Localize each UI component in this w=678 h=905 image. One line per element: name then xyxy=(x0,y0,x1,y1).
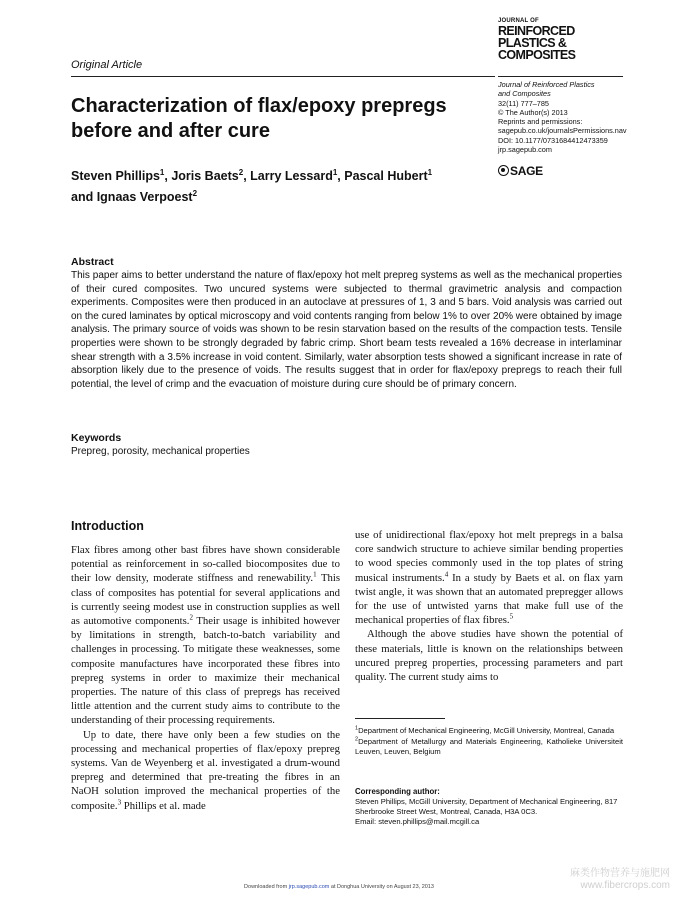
body-column-right xyxy=(355,528,623,684)
footer-link[interactable]: jrp.sagepub.com xyxy=(288,884,330,890)
sage-logo xyxy=(498,164,543,178)
body-paragraph: use of unidirectional flax/epoxy hot melt prepregs in a balsa core sandwich structure to achieve similar bending properties to wood species commonly used in the top plates of string musical instruments.$^4$ In a study by Baets et al. on flax yarn twist angle, it was shown that an automated prepregger allows for the use of untwisted yarns that make full use of the mechanical properties of flax fibres.$^5$ xyxy=(355,529,623,627)
journal-logo-line: COMPOSITES xyxy=(498,48,576,62)
author-affiliation-mark: 1 xyxy=(427,168,433,177)
author-name: Pascal Hubert xyxy=(344,169,428,184)
affiliation-footnote: $^2$Department of Metallurgy and Materials Engineering, Katholieke Universiteit Leuven, Leuven, Belgium xyxy=(355,736,623,756)
permissions-link[interactable]: sagepub.co.uk/journalsPermissions.nav xyxy=(498,126,627,136)
citation-mark: 2 xyxy=(189,613,193,622)
citation-mark: 3 xyxy=(117,798,122,807)
corresponding-address: Steven Phillips, McGill University, Department of Mechanical Engineering, 817 Sherbrooke Street West, Montreal, Canada, H3A 0C3. xyxy=(355,797,618,816)
body-paragraph: Up to date, there have only been a few studies on the processing and mechanical properties of flax/epoxy prepreg systems. Van de Weyenberg et al. investigated a drum-wound prepreg and determined that pre-treating the fibres in an NaOH solution improved the mechanical properties of the composite.$^3$ Phillips et al. made xyxy=(71,728,340,812)
abstract-text: This paper aims to better understand the nature of flax/epoxy hot melt prepreg systems as well as the mechanical properties of their cured composites. Two uncured systems were subjected to thermal gravimetric analysis and compaction experiments. Composites were then produced in an autoclave at pressures of 1, 3 and 5 bars. Void analysis was carried out on the cured laminates by optical microscopy and void contents ranging from below 1% to over 20% were obtained by image analysis. The primary source of voids was shown to be resin starvation based on the results of the compaction tests. Tensile properties were shown to be strongly degraded by fabric crimp. Short beam tests revealed a 16% decrease in interlaminar shear strength with a 3.5% increase in void content. Similarly, water absorption tests showed a significant increase in rate of absorption likely due to the presence of voids. The results suggest that in order for flax/epoxy prepregs to reach their full potential, the level of crimp and the evacuation of moisture during cure should be of primary concern. xyxy=(71,270,622,390)
doi-link[interactable]: DOI: 10.1177/0731684412473359 xyxy=(498,135,608,145)
body-column-left xyxy=(71,543,340,813)
article-type: Original Article xyxy=(71,59,143,71)
author-affiliation-mark: 2 xyxy=(238,168,244,177)
author-affiliation-mark: 1 xyxy=(159,168,165,177)
affiliation-footnotes xyxy=(355,726,623,758)
journal-info-line: Journal of Reinforced Plastics xyxy=(498,80,595,89)
watermark-line: www.fibercrops.com xyxy=(580,880,670,891)
header-rule xyxy=(71,76,495,77)
citation-mark: 4 xyxy=(444,570,449,579)
corresponding-author-heading: Corresponding author: xyxy=(355,787,440,796)
sage-circle-icon xyxy=(498,165,509,176)
journal-info xyxy=(498,80,658,154)
watermark-line: 麻类作物营养与施肥网 xyxy=(570,868,670,879)
body-paragraph: Flax fibres among other bast fibres have shown considerable potential as reinforcement in so-called biocomposites due to their low density, moderate stiffness and renewability.$^1$ This class of composites has potential for several applications and is currently seeing modest use in construction supplies as well as automotive components.$^2$ Their usage is inhibited however by limitations in strength, batch-to-batch variability and challenges in processing. To mitigate these weaknesses, some composite manufactures have incorporated these fibres into prepreg systems in order to maximize their mechanical properties. The nature of this class of prepregs has received little attention and the current study aims to contribute to the understanding of their processing requirements. xyxy=(71,544,341,727)
header-rule-right xyxy=(498,76,623,77)
abstract-heading: Abstract xyxy=(71,256,114,268)
author-affiliation-mark: 2 xyxy=(192,189,198,199)
corresponding-author-details xyxy=(355,797,623,827)
citation-mark: 5 xyxy=(509,612,514,621)
author-affiliation-mark: 1 xyxy=(332,168,338,177)
author-name: Larry Lessard xyxy=(250,169,333,184)
corresponding-email[interactable]: Email: steven.phillips@mail.mcgill.ca xyxy=(355,817,480,826)
article-title: Characterization of flax/epoxy prepregs before and after cure xyxy=(71,95,447,142)
affiliation-footnote: $^1$Department of Mechanical Engineering, McGill University, Montreal, Canada xyxy=(355,725,615,735)
journal-info-line: © The Author(s) 2013 xyxy=(498,107,568,117)
author-name: Joris Baets xyxy=(171,169,239,184)
journal-logo xyxy=(498,17,608,61)
watermark xyxy=(570,868,670,892)
journal-site-link[interactable]: jrp.sagepub.com xyxy=(498,145,552,155)
citation-mark: 1 xyxy=(313,570,317,579)
journal-info-line: Reprints and permissions: xyxy=(498,117,583,127)
keywords-text: Prepreg, porosity, mechanical properties xyxy=(71,446,250,457)
journal-logo-line: JOURNAL OF xyxy=(498,18,539,24)
journal-logo-line: REINFORCED xyxy=(498,24,575,38)
author-name: Ignaas Verpoest xyxy=(96,190,193,205)
sage-logo-text: SAGE xyxy=(510,164,543,178)
introduction-heading: Introduction xyxy=(71,519,144,533)
keywords-heading: Keywords xyxy=(71,432,122,444)
download-footer: Downloaded from jrp.sagepub.com at Donghua University on August 23, 2013 xyxy=(244,884,434,890)
journal-info-line: and Composites xyxy=(498,89,551,99)
body-paragraph: Although the above studies have shown the potential of these materials, little is known on the relationships between uncured prepreg properties, processing parameters and part quality. The current study aims to xyxy=(355,628,623,684)
footnote-rule xyxy=(355,718,445,719)
author-list: Steven Phillips$^1$, Joris Baets$^2$, Larry Lessard$^1$, Pascal Hubert$^1$ and Ignaas Verpoest$^2$ xyxy=(71,168,433,205)
journal-info-line: 32(11) 777–785 xyxy=(498,98,549,108)
journal-logo-line: PLASTICS & xyxy=(498,36,567,50)
author-name: Steven Phillips xyxy=(71,169,160,184)
